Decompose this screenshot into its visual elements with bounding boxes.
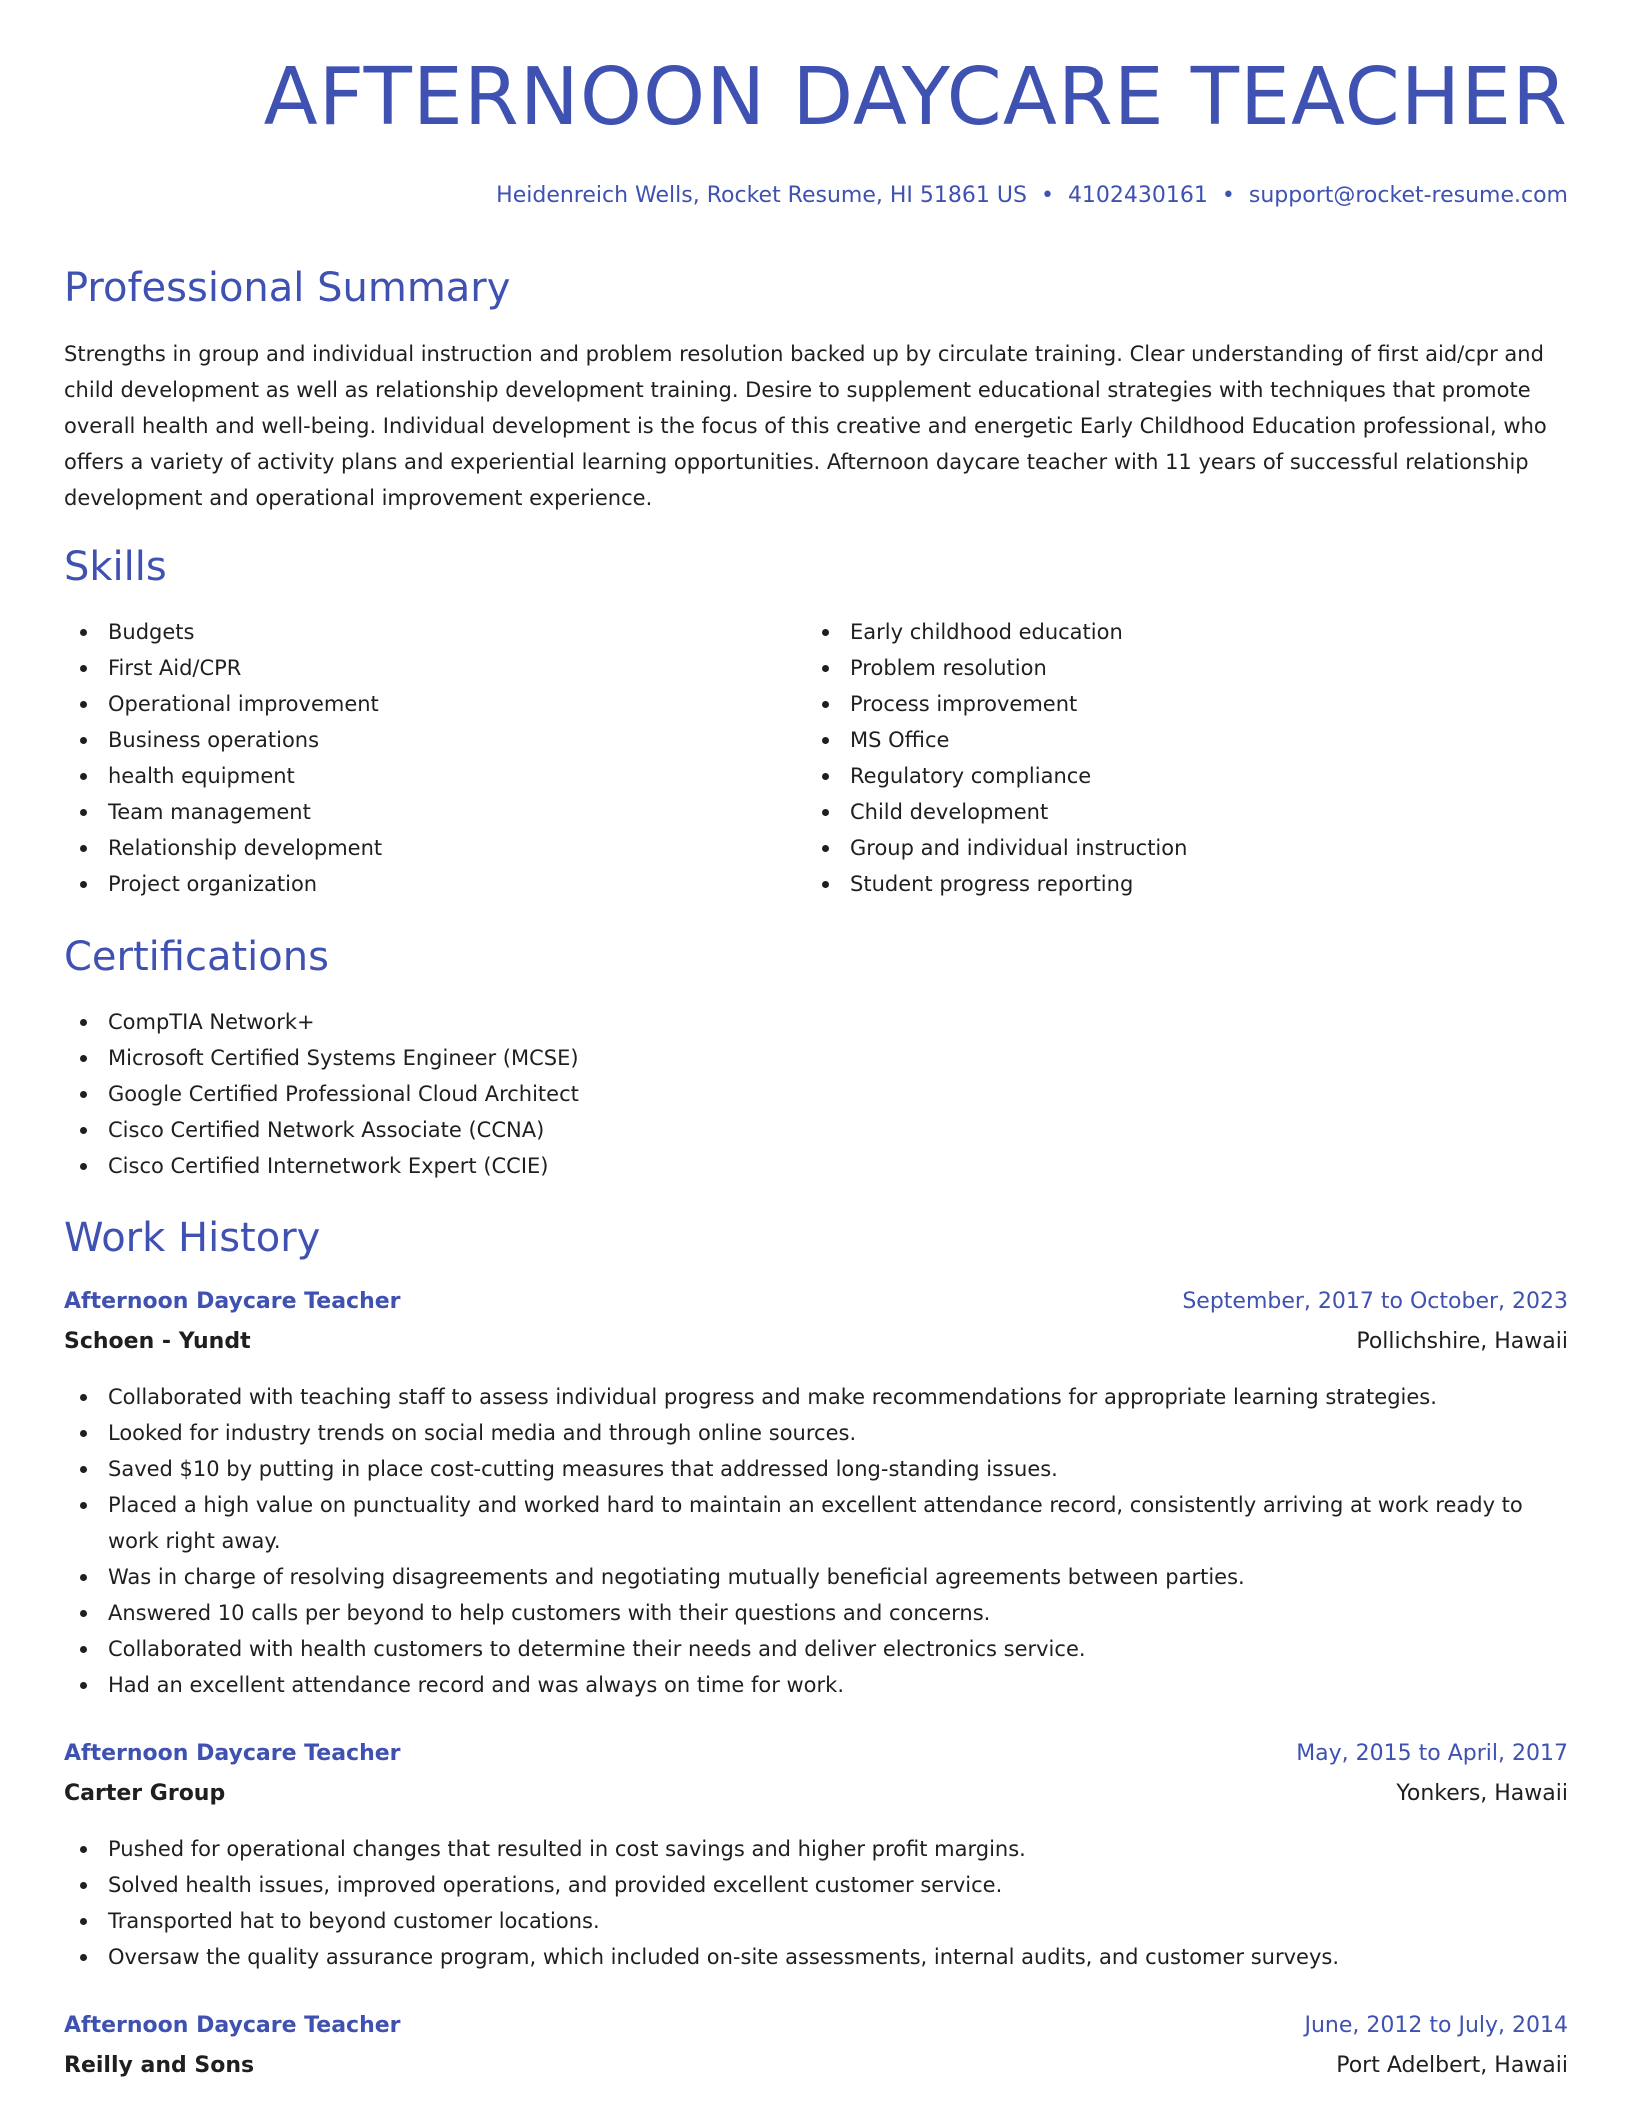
skill-item: Team management <box>64 794 784 830</box>
skill-item: health equipment <box>64 758 784 794</box>
job-duties-list <box>64 1831 1568 1975</box>
contact-email[interactable]: support@rocket-resume.com <box>1248 183 1568 208</box>
job-duty-item: Saved $10 by putting in place cost-cutting measures that addressed long-standing issues. <box>64 1451 1568 1487</box>
skills-list-right <box>806 614 1566 902</box>
job-dates: May, 2015 to April, 2017 <box>1296 1741 1568 1766</box>
certification-item: Google Certified Professional Cloud Architect <box>64 1076 1568 1112</box>
job-duties-list <box>64 1379 1568 1703</box>
job-subheader <box>64 1781 1568 1821</box>
skill-item: First Aid/CPR <box>64 650 784 686</box>
job-company: Carter Group <box>64 1781 226 1806</box>
skills-heading: Skills <box>64 544 167 590</box>
skills-list-left <box>64 614 784 902</box>
contact-separator: • <box>1040 183 1054 208</box>
skill-item: Child development <box>806 794 1566 830</box>
skill-item: Student progress reporting <box>806 866 1566 902</box>
job-entry <box>64 1289 1568 1703</box>
skill-item: Budgets <box>64 614 784 650</box>
contact-separator: • <box>1221 183 1235 208</box>
contact-phone: 4102430161 <box>1067 183 1208 208</box>
skill-item: Operational improvement <box>64 686 784 722</box>
job-duty-item: Transported hat to beyond customer locations. <box>64 1903 1568 1939</box>
contact-line <box>496 183 1568 208</box>
job-location: Pollichshire, Hawaii <box>1356 1329 1568 1354</box>
resume-page <box>64 0 1568 2112</box>
skill-item: Relationship development <box>64 830 784 866</box>
job-subheader <box>64 2053 1568 2093</box>
job-duty-item: Solved health issues, improved operations, and provided excellent customer service. <box>64 1867 1568 1903</box>
job-duty-item: Answered 10 calls per beyond to help customers with their questions and concerns. <box>64 1595 1568 1631</box>
job-duty-item: Was in charge of resolving disagreements and negotiating mutually beneficial agreements between parties. <box>64 1559 1568 1595</box>
job-company: Schoen - Yundt <box>64 1329 251 1354</box>
resume-title: AFTERNOON DAYCARE TEACHER <box>263 51 1568 143</box>
job-location: Port Adelbert, Hawaii <box>1336 2053 1568 2078</box>
job-header <box>64 2013 1568 2053</box>
certifications-list <box>64 1004 1568 1184</box>
summary-text: Strengths in group and individual instruction and problem resolution backed up by circulate training. Clear understanding of first aid/cpr and child development as well as relationship development training. Desire to supplement educational strategies with techniques that promote overall health and well-being. Individual development is the focus of this creative and energetic Early Childhood Education professional, who offers a variety of activity plans and experiential learning opportunities. Afternoon daycare teacher with 11 years of successful relationship development and operational improvement experience. <box>64 342 1547 510</box>
job-entry <box>64 1741 1568 1975</box>
contact-address: Heidenreich Wells, Rocket Resume, HI 51861 US <box>496 183 1027 208</box>
job-dates: September, 2017 to October, 2023 <box>1182 1289 1568 1314</box>
job-title: Afternoon Daycare Teacher <box>64 1289 401 1314</box>
summary-heading: Professional Summary <box>64 265 511 311</box>
job-location: Yonkers, Hawaii <box>1396 1781 1568 1806</box>
skill-item: Early childhood education <box>806 614 1566 650</box>
certification-item: Microsoft Certified Systems Engineer (MCSE) <box>64 1040 1568 1076</box>
job-entry <box>64 2013 1568 2093</box>
certification-item: Cisco Certified Network Associate (CCNA) <box>64 1112 1568 1148</box>
job-header <box>64 1289 1568 1329</box>
job-header <box>64 1741 1568 1781</box>
job-duty-item: Collaborated with teaching staff to assess individual progress and make recommendations for appropriate learning strategies. <box>64 1379 1568 1415</box>
job-dates: June, 2012 to July, 2014 <box>1304 2013 1568 2038</box>
job-duty-item: Oversaw the quality assurance program, which included on-site assessments, internal audits, and customer surveys. <box>64 1939 1568 1975</box>
skill-item: Regulatory compliance <box>806 758 1566 794</box>
skill-item: Group and individual instruction <box>806 830 1566 866</box>
skill-item: Project organization <box>64 866 784 902</box>
job-duty-item: Looked for industry trends on social media and through online sources. <box>64 1415 1568 1451</box>
job-company: Reilly and Sons <box>64 2053 255 2078</box>
job-subheader <box>64 1329 1568 1369</box>
job-duty-item: Placed a high value on punctuality and worked hard to maintain an excellent attendance record, consistently arriving at work ready to work right away. <box>64 1487 1568 1559</box>
skill-item: Problem resolution <box>806 650 1566 686</box>
job-title: Afternoon Daycare Teacher <box>64 2013 401 2038</box>
job-duty-item: Had an excellent attendance record and was always on time for work. <box>64 1667 1568 1703</box>
certification-item: CompTIA Network+ <box>64 1004 1568 1040</box>
work-history-heading: Work History <box>64 1215 321 1261</box>
skill-item: Business operations <box>64 722 784 758</box>
certifications-heading: Certifications <box>64 934 329 980</box>
certification-item: Cisco Certified Internetwork Expert (CCIE) <box>64 1148 1568 1184</box>
job-duty-item: Pushed for operational changes that resulted in cost savings and higher profit margins. <box>64 1831 1568 1867</box>
job-duty-item: Collaborated with health customers to determine their needs and deliver electronics service. <box>64 1631 1568 1667</box>
job-title: Afternoon Daycare Teacher <box>64 1741 401 1766</box>
skill-item: MS Office <box>806 722 1566 758</box>
skill-item: Process improvement <box>806 686 1566 722</box>
